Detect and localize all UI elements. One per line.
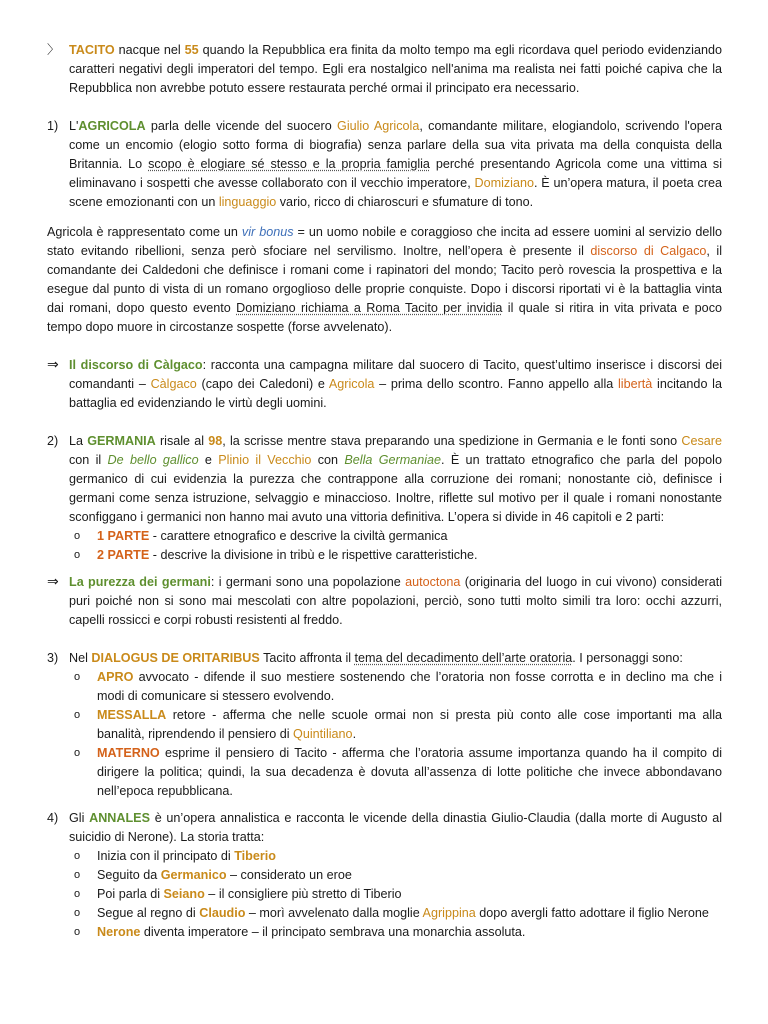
text-span: L' xyxy=(69,119,79,133)
text-span: incitando la battaglia ed evidenziando le virtù degli uomini. xyxy=(69,377,722,410)
text-span: Nel xyxy=(69,651,92,665)
text-span: - carattere etnografico e descrive la civiltà germanica xyxy=(149,529,448,543)
list-item xyxy=(69,744,722,801)
birth-year: 55 xyxy=(184,43,199,57)
emperor-name: Seiano xyxy=(163,887,205,901)
list-item xyxy=(69,668,722,706)
bullet-icon: o xyxy=(74,747,81,759)
text-span: Seguito da xyxy=(97,868,161,882)
bullet-icon: o xyxy=(74,888,81,900)
text-span: (capo dei Caledoni) e xyxy=(196,377,329,391)
section-annales xyxy=(47,809,722,942)
text-span: Inizia con il principato di xyxy=(97,849,235,863)
highlight-text: Giulio Agricola xyxy=(337,119,420,133)
text-span: avvocato - difende il suo mestiere sostenendo che l’oratoria non fosse corrotta e in declino ma che i modi di comunicare si stessero evolvendo. xyxy=(97,670,722,703)
dialogus-keyword: DIALOGUS DE ORITARIBUS xyxy=(91,651,260,665)
list-item xyxy=(69,847,722,866)
emperor-name: Nerone xyxy=(97,925,141,939)
arrow-icon: ⇒ xyxy=(47,573,59,589)
highlight-text: linguaggio xyxy=(218,195,277,209)
section-dialogus xyxy=(47,649,722,801)
text-span: e xyxy=(198,453,219,467)
purezza-text xyxy=(69,573,722,630)
tacito-keyword: TACITO xyxy=(69,43,115,57)
underlined-text: Domiziano richiama a Roma Tacito per invidia xyxy=(236,301,503,315)
highlight-text: Domiziano xyxy=(474,176,534,190)
germania-parts-list xyxy=(69,527,722,565)
note-heading: La purezza dei germani xyxy=(69,575,211,589)
arrow-icon: ⇒ xyxy=(47,356,59,372)
highlight-text: Agricola xyxy=(328,377,375,391)
text-span: Agricola è rappresentato come un xyxy=(47,225,242,239)
germania-text xyxy=(69,432,722,527)
bullet-icon: o xyxy=(74,869,81,881)
emperor-name: Tiberio xyxy=(234,849,276,863)
text-span: Tacito affronta il xyxy=(259,651,355,665)
text-span: esprime il pensiero di Tacito - afferma che l’oratoria assume importanza quando ha il compito di dirigere la politica; quindi, la sua decadenza è dovuta all’assenza di lotte politiche che invece abbondavano nell’epoca repubblicana. xyxy=(97,746,722,798)
text-span: parla delle vicende del suocero xyxy=(145,119,338,133)
list-item xyxy=(69,527,722,546)
highlight-text: Plinio il Vecchio xyxy=(218,453,312,467)
highlight-text: Càlgaco xyxy=(150,377,197,391)
text-span: . È un’opera matura, il poeta crea scene emozionanti con un xyxy=(69,176,722,209)
section-number: 3) xyxy=(47,651,59,665)
bullet-icon: o xyxy=(74,549,81,561)
agricola-text xyxy=(69,117,722,212)
latin-title: De bello gallico xyxy=(107,453,199,467)
text-span: . È un trattato etnografico che parla del popolo germanico di cui evidenzia la purezza che contrappone alla corruzione dei romani; nonostante ciò, definisce i germani come senza istruzione, selvaggio e minaccioso. Inoltre, riflette sul motivo per il quale i romani nonostante sconfiggano i germanici non hanno mai avuto una vittoria definitiva. L’opera si divide in 46 capitoli e 2 parti: xyxy=(69,453,722,524)
dialogus-characters-list xyxy=(69,668,722,801)
emperor-name: Germanico xyxy=(160,868,227,882)
purezza-note xyxy=(47,573,722,630)
part-label: 1 PARTE xyxy=(97,529,150,543)
underlined-text: scopo è elogiare sé stesso e la propria famiglia xyxy=(148,157,430,171)
text-span: con xyxy=(311,453,345,467)
list-item xyxy=(69,923,722,942)
text-span: - descrive la divisione in tribù e le rispettive caratteristiche. xyxy=(149,548,478,562)
bullet-icon: o xyxy=(74,709,81,721)
text-span: quando la Repubblica era finita da molto tempo ma egli ricordava quel periodo evidenziando caratteri negativi degli imperatori del tempo. Egli era nostalgico nell'anima ma realista nei fatti poiché capiva che la Repubblica non avrebbe potuto essere restaurata perché ormai il principato era necessario. xyxy=(69,43,722,95)
highlight-text: autoctona xyxy=(405,575,461,589)
text-span: = un uomo nobile e coraggioso che incita ad essere uomini al servizio dello stato evitando ribellioni, senza però sfociare nel servilismo. Inoltre, nell’opera è presente il xyxy=(47,225,722,258)
text-span: il quale si ritira in vita privata e poco tempo dopo muore in circostanze sospette (forse avvelenato). xyxy=(47,301,722,334)
text-span: – il consigliere più stretto di Tiberio xyxy=(204,887,402,901)
text-span: nacque nel xyxy=(114,43,185,57)
text-span: , il comandante dei Caldedoni che definisce i romani come i rapinatori del mondo; Tacito però rovescia la prospettiva e la esegue dal punto di vista di un romano orgoglioso delle proprie conquiste. Dopo i discorsi riportati vi è la battaglia vinta dai romani, dopo questo evento xyxy=(47,244,723,315)
bullet-icon: o xyxy=(74,671,81,683)
text-span: , la scrisse mentre stava preparando una spedizione in Germania e le fonti sono xyxy=(222,434,682,448)
vir-bonus-paragraph xyxy=(47,223,722,337)
text-span: retore - afferma che nelle scuole ormai non si presta più conto alle cose importanti ma alla banalità, riprendendo il pensiero di xyxy=(97,708,722,741)
agricola-keyword: AGRICOLA xyxy=(78,119,146,133)
text-span: . I personaggi sono: xyxy=(572,651,683,665)
intro-paragraph xyxy=(47,41,722,98)
text-span: (originaria del luogo in cui vivono) considerati puri poiché non si sono mai mescolati con altre popolazioni, perciò, sono tutti molto simili tra loro: occhi azzurri, capelli rossicci e corpi robusti resistenti al freddo. xyxy=(69,575,722,627)
text-span: La xyxy=(69,434,88,448)
annales-list xyxy=(69,847,722,942)
emperor-name: Claudio xyxy=(199,906,246,920)
text-span: Poi parla di xyxy=(97,887,164,901)
character-name: MATERNO xyxy=(97,746,160,760)
character-name: APRO xyxy=(97,670,134,684)
section-agricola xyxy=(47,117,722,212)
section-number: 4) xyxy=(47,811,59,825)
text-span: risale al xyxy=(155,434,209,448)
highlight-text: libertà xyxy=(618,377,653,391)
list-item xyxy=(69,546,722,565)
bullet-icon: o xyxy=(74,850,81,862)
underlined-text: tema del decadimento dell’arte oratoria xyxy=(354,651,573,665)
bullet-icon: o xyxy=(74,530,81,542)
bullet-icon: o xyxy=(74,926,81,938)
text-span: : i germani sono una popolazione xyxy=(210,575,406,589)
text-span: Gli xyxy=(69,811,90,825)
intro-text xyxy=(69,41,722,98)
text-span: – considerato un eroe xyxy=(226,868,352,882)
text-span: – prima dello scontro. Fanno appello alla xyxy=(374,377,618,391)
text-span: perché presentando Agricola come una vittima si eliminavano i sospetti che avesse collaborato con il vecchio imperatore, xyxy=(69,157,722,190)
bullet-icon: o xyxy=(74,907,81,919)
text-span: è un’opera annalistica e racconta le vicende della dinastia Giulio-Claudia (dalla morte di Augusto al suicidio di Nerone). La storia tratta: xyxy=(69,811,722,844)
latin-title: Bella Germaniae xyxy=(344,453,442,467)
text-span: : racconta una campagna militare dal suocero di Tacito, quest’ultimo inserisce i discorsi dei comandanti – xyxy=(69,358,723,391)
list-item xyxy=(69,885,722,904)
text-span: Segue al regno di xyxy=(97,906,200,920)
annales-text xyxy=(69,809,722,847)
section-number: 1) xyxy=(47,119,59,133)
text-span: dopo avergli fatto adottare il figlio Nerone xyxy=(475,906,709,920)
highlight-text: Quintiliano xyxy=(293,727,353,741)
text-span: con il xyxy=(69,453,108,467)
calgaco-note xyxy=(47,356,722,413)
text-span: . xyxy=(352,727,357,741)
text-span: vario, ricco di chiaroscuri e sfumature di tono. xyxy=(276,195,534,209)
part-label: 2 PARTE xyxy=(97,548,150,562)
calgaco-text xyxy=(69,356,722,413)
note-heading: Il discorso di Càlgaco xyxy=(69,358,203,372)
list-item xyxy=(69,904,722,923)
text-span: – morì avvelenato dalla moglie xyxy=(245,906,423,920)
text-span: diventa imperatore – il principato sembrava una monarchia assoluta. xyxy=(140,925,526,939)
highlight-text: discorso di Calgaco xyxy=(590,244,707,258)
highlight-text: Agrippina xyxy=(422,906,476,920)
germania-keyword: GERMANIA xyxy=(87,434,156,448)
list-item xyxy=(69,706,722,744)
latin-term: vir bonus xyxy=(241,225,294,239)
character-name: MESSALLA xyxy=(97,708,167,722)
year-text: 98 xyxy=(208,434,223,448)
highlight-text: Cesare xyxy=(681,434,722,448)
list-item xyxy=(69,866,722,885)
intro-marker: 〉 xyxy=(47,43,60,57)
annales-keyword: ANNALES xyxy=(89,811,150,825)
section-germania xyxy=(47,432,722,565)
dialogus-text xyxy=(69,649,722,668)
text-span: , comandante militare, elogiandolo, scrivendo l'opera come un encomio (elogio sotto forma di biografia) senza parlare della sua vita privata ma della conquista della Britannia. Lo xyxy=(69,119,722,171)
section-number: 2) xyxy=(47,434,59,448)
